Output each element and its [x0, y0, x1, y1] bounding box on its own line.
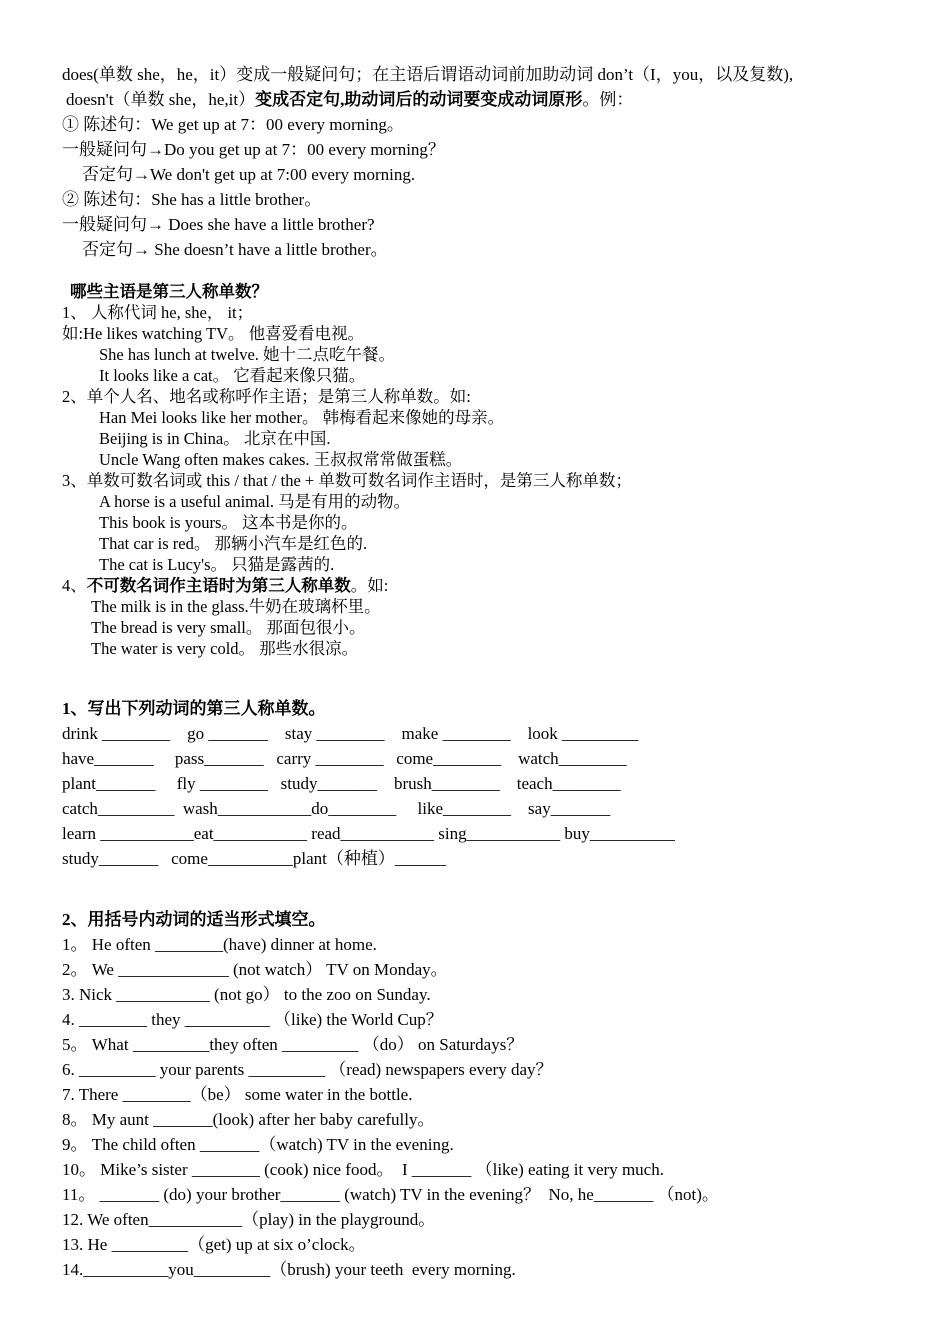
exercise-2-item: 4. ________ they __________ （like) the World Cup？ [62, 1010, 443, 1029]
exercise-1-row: have_______ pass_______ carry ________ come________ watch________ [62, 749, 627, 768]
exercise-2-item: 13. He _________（get) up at six o’clock。 [62, 1235, 366, 1254]
intro-line-2-c: 。例： [582, 90, 634, 109]
intro-line-7: 一般疑问句→ Does she have a little brother? [62, 215, 375, 234]
exercise-2-item: 11。 _______ (do) your brother_______ (watch) TV in the evening？ No, he_______ （not)。 [62, 1185, 719, 1204]
third-person-line: 1、 人称代词 he, she， it； [62, 303, 254, 322]
exercise-2-item: 1。 He often ________(have) dinner at home. [62, 935, 377, 954]
third-person-line: She has lunch at twelve. 她十二点吃午餐。 [99, 345, 396, 364]
exercise-1-row: study_______ come__________plant（种植）______ [62, 849, 446, 868]
third-person-line: This book is yours。 这本书是你的。 [99, 513, 358, 532]
third-person-line: The bread is very small。 那面包很小。 [91, 618, 366, 637]
third-person-heading: 哪些主语是第三人称单数？ [70, 282, 268, 301]
third-person-item-4 [62, 575, 388, 596]
intro-line-3: ① 陈述句：We get up at 7：00 every morning。 [62, 115, 404, 134]
intro-line-1: does(单数 she，he，it）变成一般疑问句；在主语后谓语动词前加助动词 don’t（I，you，以及复数), [62, 65, 794, 84]
intro-line-4: 一般疑问句→Do you get up at 7：00 every morning？ [62, 140, 445, 159]
intro-line-2-a: doesn't（单数 she，he,it） [66, 90, 256, 109]
third-person-line: It looks like a cat。 它看起来像只猫。 [99, 366, 366, 385]
third-person-line: Uncle Wang often makes cakes. 王叔叔常常做蛋糕。 [99, 450, 463, 469]
third-person-line: The milk is in the glass.牛奶在玻璃杯里。 [91, 597, 381, 616]
third-person-line: That car is red。 那辆小汽车是红色的. [99, 534, 368, 553]
intro-line-8: 否定句→ She doesn’t have a little brother。 [82, 240, 388, 259]
exercise-2-item: 10。 Mike’s sister ________ (cook) nice food。 I _______ （like) eating it very much. [62, 1160, 664, 1179]
exercise-2-item: 8。 My aunt _______(look) after her baby carefully。 [62, 1110, 435, 1129]
exercise-1-heading: 1、写出下列动词的第三人称单数。 [62, 699, 326, 718]
third-person-line: Beijing is in China。 北京在中国. [99, 429, 331, 448]
exercise-2-item: 3. Nick ___________ (not go） to the zoo on Sunday. [62, 985, 431, 1004]
exercise-1-row: learn ___________eat___________ read___________ sing___________ buy__________ [62, 824, 675, 843]
intro-line-2 [66, 87, 633, 112]
third-person-line: 如:He likes watching TV。 他喜爱看电视。 [62, 324, 365, 343]
exercise-2-item: 2。 We _____________ (not watch） TV on Monday。 [62, 960, 448, 979]
intro-line-5: 否定句→We don't get up at 7:00 every morning. [82, 165, 416, 184]
third-person-line: The water is very cold。 那些水很凉。 [91, 639, 359, 658]
exercise-1-row: drink ________ go _______ stay ________ make ________ look _________ [62, 724, 639, 743]
item4-number: 4、 [62, 576, 87, 595]
exercise-1-row: catch_________ wash___________do________ like________ say_______ [62, 799, 611, 818]
intro-line-2-bold: 变成否定句,助动词后的动词要变成动词原形 [255, 90, 583, 109]
item4-tail: 。如: [350, 576, 389, 595]
third-person-line: A horse is a useful animal. 马是有用的动物。 [99, 492, 411, 511]
exercise-2-heading: 2、用括号内动词的适当形式填空。 [62, 910, 326, 929]
exercise-2-item: 5。 What _________they often _________ （do） on Saturdays？ [62, 1035, 524, 1054]
exercise-2-item: 6. _________ your parents _________ （read) newspapers every day？ [62, 1060, 553, 1079]
item4-bold: 不可数名词作主语时为第三人称单数 [86, 576, 351, 595]
exercise-1-row: plant_______ fly ________ study_______ brush________ teach________ [62, 774, 621, 793]
exercise-2-item: 12. We often___________（play) in the playground。 [62, 1210, 436, 1229]
third-person-line: 3、单数可数名词或 this / that / the + 单数可数名词作主语时，是第三人称单数； [62, 471, 632, 490]
third-person-line: Han Mei looks like her mother。 韩梅看起来像她的母亲。 [99, 408, 505, 427]
exercise-2-item: 14.__________you_________（brush) your teeth every morning. [62, 1260, 516, 1279]
exercise-2-item: 7. There ________（be） some water in the bottle. [62, 1085, 413, 1104]
exercise-2-item: 9。 The child often _______（watch) TV in the evening. [62, 1135, 454, 1154]
intro-line-6: ② 陈述句：She has a little brother。 [62, 190, 322, 209]
third-person-line: The cat is Lucy's。 只猫是露茜的. [99, 555, 335, 574]
third-person-line: 2、单个人名、地名或称呼作主语；是第三人称单数。如: [62, 387, 471, 406]
